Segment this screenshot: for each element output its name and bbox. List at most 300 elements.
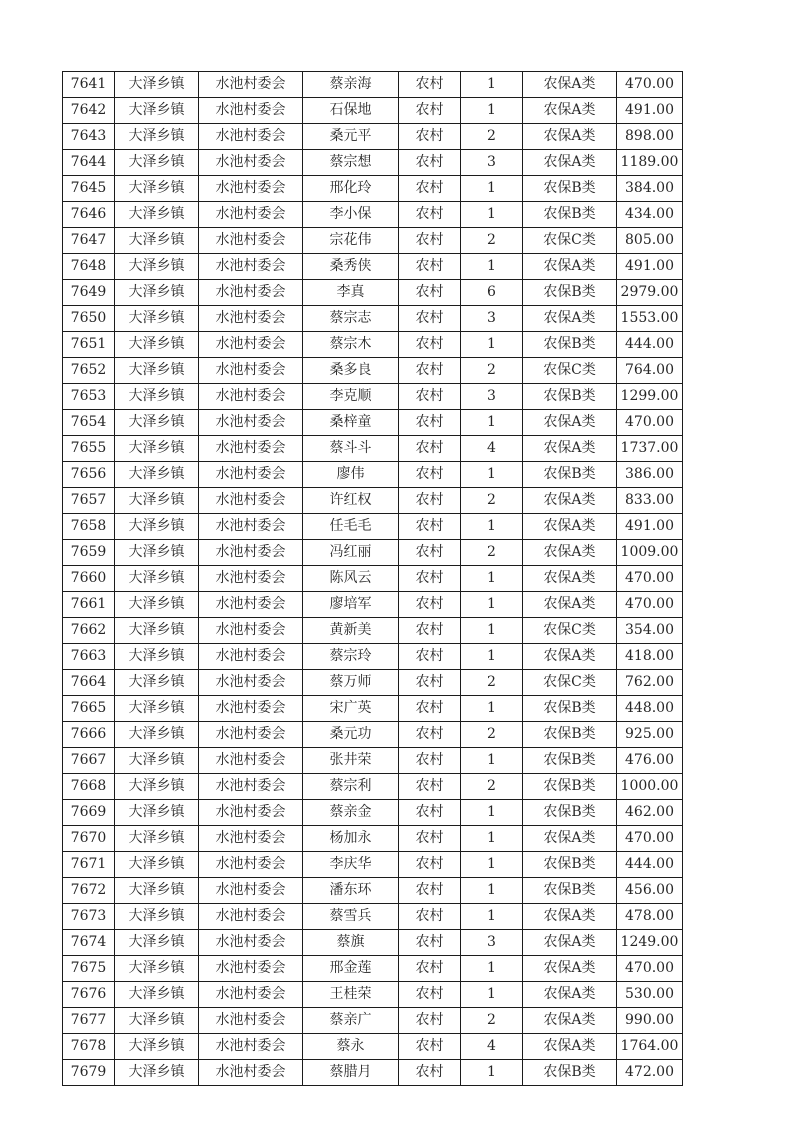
table-cell-village-committee: 水池村委会 bbox=[199, 72, 303, 98]
table-cell-person-name: 邢金莲 bbox=[303, 956, 399, 982]
table-cell-record-id: 7651 bbox=[63, 332, 115, 358]
table-row bbox=[63, 878, 683, 904]
table-cell-amount: 448.00 bbox=[617, 696, 683, 722]
table-cell-township: 大泽乡镇 bbox=[115, 930, 199, 956]
table-cell-village-committee: 水池村委会 bbox=[199, 254, 303, 280]
table-cell-township: 大泽乡镇 bbox=[115, 722, 199, 748]
table-cell-person-name: 邢化玲 bbox=[303, 176, 399, 202]
table-cell-person-name: 黄新美 bbox=[303, 618, 399, 644]
table-row bbox=[63, 436, 683, 462]
table-cell-township: 大泽乡镇 bbox=[115, 98, 199, 124]
table-cell-insurance-category: 农保A类 bbox=[523, 72, 617, 98]
table-cell-township: 大泽乡镇 bbox=[115, 514, 199, 540]
table-cell-household-type: 农村 bbox=[399, 488, 461, 514]
table-row bbox=[63, 748, 683, 774]
table-cell-person-count: 1 bbox=[461, 98, 523, 124]
table-cell-village-committee: 水池村委会 bbox=[199, 436, 303, 462]
table-cell-township: 大泽乡镇 bbox=[115, 332, 199, 358]
table-cell-person-name: 陈风云 bbox=[303, 566, 399, 592]
table-cell-record-id: 7647 bbox=[63, 228, 115, 254]
table-cell-person-name: 蔡宗志 bbox=[303, 306, 399, 332]
table-cell-amount: 444.00 bbox=[617, 332, 683, 358]
table-cell-person-name: 廖伟 bbox=[303, 462, 399, 488]
table-cell-village-committee: 水池村委会 bbox=[199, 488, 303, 514]
table-cell-amount: 898.00 bbox=[617, 124, 683, 150]
table-cell-township: 大泽乡镇 bbox=[115, 566, 199, 592]
table-cell-insurance-category: 农保A类 bbox=[523, 488, 617, 514]
table-cell-record-id: 7656 bbox=[63, 462, 115, 488]
table-cell-household-type: 农村 bbox=[399, 72, 461, 98]
table-cell-record-id: 7667 bbox=[63, 748, 115, 774]
table-cell-village-committee: 水池村委会 bbox=[199, 618, 303, 644]
table-cell-record-id: 7646 bbox=[63, 202, 115, 228]
table-cell-township: 大泽乡镇 bbox=[115, 774, 199, 800]
table-cell-person-name: 李克顺 bbox=[303, 384, 399, 410]
table-cell-person-count: 1 bbox=[461, 748, 523, 774]
table-cell-insurance-category: 农保B类 bbox=[523, 202, 617, 228]
table-cell-township: 大泽乡镇 bbox=[115, 384, 199, 410]
table-cell-person-name: 李小保 bbox=[303, 202, 399, 228]
table-cell-person-name: 蔡斗斗 bbox=[303, 436, 399, 462]
table-cell-record-id: 7649 bbox=[63, 280, 115, 306]
table-cell-person-count: 1 bbox=[461, 800, 523, 826]
table-cell-record-id: 7678 bbox=[63, 1034, 115, 1060]
table-cell-person-count: 1 bbox=[461, 254, 523, 280]
table-row bbox=[63, 410, 683, 436]
table-cell-household-type: 农村 bbox=[399, 852, 461, 878]
table-cell-person-name: 石保地 bbox=[303, 98, 399, 124]
table-cell-insurance-category: 农保B类 bbox=[523, 176, 617, 202]
table-cell-village-committee: 水池村委会 bbox=[199, 280, 303, 306]
table-cell-amount: 990.00 bbox=[617, 1008, 683, 1034]
table-cell-person-name: 桑元功 bbox=[303, 722, 399, 748]
table-cell-village-committee: 水池村委会 bbox=[199, 514, 303, 540]
table-cell-record-id: 7671 bbox=[63, 852, 115, 878]
table-cell-household-type: 农村 bbox=[399, 748, 461, 774]
table-cell-household-type: 农村 bbox=[399, 722, 461, 748]
table-cell-record-id: 7670 bbox=[63, 826, 115, 852]
table-cell-insurance-category: 农保A类 bbox=[523, 150, 617, 176]
table-cell-insurance-category: 农保A类 bbox=[523, 124, 617, 150]
table-cell-person-count: 3 bbox=[461, 306, 523, 332]
table-cell-record-id: 7659 bbox=[63, 540, 115, 566]
table-cell-record-id: 7655 bbox=[63, 436, 115, 462]
table-row bbox=[63, 904, 683, 930]
table-cell-village-committee: 水池村委会 bbox=[199, 332, 303, 358]
table-cell-person-count: 4 bbox=[461, 436, 523, 462]
table-cell-household-type: 农村 bbox=[399, 800, 461, 826]
table-cell-township: 大泽乡镇 bbox=[115, 410, 199, 436]
table-row bbox=[63, 124, 683, 150]
table-cell-insurance-category: 农保C类 bbox=[523, 228, 617, 254]
table-row bbox=[63, 774, 683, 800]
table-cell-household-type: 农村 bbox=[399, 514, 461, 540]
table-cell-insurance-category: 农保A类 bbox=[523, 1034, 617, 1060]
table-cell-township: 大泽乡镇 bbox=[115, 1034, 199, 1060]
table-cell-person-count: 1 bbox=[461, 176, 523, 202]
benefit-roster-table bbox=[62, 71, 683, 1086]
table-cell-person-name: 蔡宗玲 bbox=[303, 644, 399, 670]
table-cell-person-count: 1 bbox=[461, 878, 523, 904]
table-cell-township: 大泽乡镇 bbox=[115, 436, 199, 462]
table-cell-household-type: 农村 bbox=[399, 930, 461, 956]
table-cell-record-id: 7658 bbox=[63, 514, 115, 540]
table-cell-village-committee: 水池村委会 bbox=[199, 982, 303, 1008]
table-cell-township: 大泽乡镇 bbox=[115, 592, 199, 618]
table-cell-household-type: 农村 bbox=[399, 826, 461, 852]
table-cell-person-name: 桑梓童 bbox=[303, 410, 399, 436]
table-cell-household-type: 农村 bbox=[399, 1034, 461, 1060]
table-cell-person-name: 宗花伟 bbox=[303, 228, 399, 254]
table-cell-record-id: 7657 bbox=[63, 488, 115, 514]
table-cell-household-type: 农村 bbox=[399, 566, 461, 592]
table-cell-person-count: 1 bbox=[461, 696, 523, 722]
table-cell-amount: 1249.00 bbox=[617, 930, 683, 956]
table-cell-amount: 470.00 bbox=[617, 826, 683, 852]
table-cell-village-committee: 水池村委会 bbox=[199, 98, 303, 124]
table-cell-amount: 444.00 bbox=[617, 852, 683, 878]
table-cell-household-type: 农村 bbox=[399, 904, 461, 930]
table-cell-person-count: 1 bbox=[461, 72, 523, 98]
table-cell-person-count: 2 bbox=[461, 670, 523, 696]
table-cell-person-name: 许红权 bbox=[303, 488, 399, 514]
table-cell-person-count: 6 bbox=[461, 280, 523, 306]
table-cell-person-name: 蔡旗 bbox=[303, 930, 399, 956]
table-cell-amount: 1299.00 bbox=[617, 384, 683, 410]
table-row bbox=[63, 696, 683, 722]
table-row bbox=[63, 280, 683, 306]
table-cell-household-type: 农村 bbox=[399, 670, 461, 696]
table-cell-household-type: 农村 bbox=[399, 280, 461, 306]
table-cell-person-count: 1 bbox=[461, 514, 523, 540]
table-body bbox=[63, 72, 683, 1086]
table-cell-record-id: 7653 bbox=[63, 384, 115, 410]
table-cell-insurance-category: 农保A类 bbox=[523, 514, 617, 540]
table-cell-record-id: 7677 bbox=[63, 1008, 115, 1034]
table-cell-record-id: 7662 bbox=[63, 618, 115, 644]
table-cell-insurance-category: 农保A类 bbox=[523, 592, 617, 618]
table-cell-amount: 470.00 bbox=[617, 410, 683, 436]
table-cell-insurance-category: 农保A类 bbox=[523, 904, 617, 930]
table-cell-household-type: 农村 bbox=[399, 358, 461, 384]
table-row bbox=[63, 1034, 683, 1060]
table-cell-township: 大泽乡镇 bbox=[115, 228, 199, 254]
table-cell-person-count: 1 bbox=[461, 592, 523, 618]
table-cell-insurance-category: 农保B类 bbox=[523, 332, 617, 358]
table-cell-household-type: 农村 bbox=[399, 332, 461, 358]
table-cell-township: 大泽乡镇 bbox=[115, 956, 199, 982]
table-cell-village-committee: 水池村委会 bbox=[199, 878, 303, 904]
table-cell-township: 大泽乡镇 bbox=[115, 696, 199, 722]
table-cell-record-id: 7674 bbox=[63, 930, 115, 956]
table-cell-person-count: 1 bbox=[461, 904, 523, 930]
table-cell-village-committee: 水池村委会 bbox=[199, 1008, 303, 1034]
table-cell-household-type: 农村 bbox=[399, 618, 461, 644]
table-cell-record-id: 7644 bbox=[63, 150, 115, 176]
table-cell-insurance-category: 农保A类 bbox=[523, 956, 617, 982]
table-cell-person-count: 2 bbox=[461, 124, 523, 150]
table-cell-insurance-category: 农保B类 bbox=[523, 800, 617, 826]
table-cell-amount: 478.00 bbox=[617, 904, 683, 930]
table-cell-record-id: 7645 bbox=[63, 176, 115, 202]
table-row bbox=[63, 462, 683, 488]
table-cell-record-id: 7661 bbox=[63, 592, 115, 618]
table-cell-household-type: 农村 bbox=[399, 150, 461, 176]
table-cell-record-id: 7665 bbox=[63, 696, 115, 722]
table-cell-township: 大泽乡镇 bbox=[115, 852, 199, 878]
table-cell-person-count: 2 bbox=[461, 540, 523, 566]
table-cell-amount: 476.00 bbox=[617, 748, 683, 774]
table-cell-village-committee: 水池村委会 bbox=[199, 410, 303, 436]
table-cell-insurance-category: 农保B类 bbox=[523, 878, 617, 904]
table-cell-person-name: 廖培军 bbox=[303, 592, 399, 618]
table-cell-record-id: 7664 bbox=[63, 670, 115, 696]
table-cell-amount: 1737.00 bbox=[617, 436, 683, 462]
table-cell-household-type: 农村 bbox=[399, 1060, 461, 1086]
table-cell-insurance-category: 农保A类 bbox=[523, 254, 617, 280]
table-cell-amount: 833.00 bbox=[617, 488, 683, 514]
table-cell-insurance-category: 农保A类 bbox=[523, 1008, 617, 1034]
table-cell-person-name: 冯红丽 bbox=[303, 540, 399, 566]
table-cell-village-committee: 水池村委会 bbox=[199, 150, 303, 176]
table-cell-record-id: 7673 bbox=[63, 904, 115, 930]
table-cell-person-count: 1 bbox=[461, 644, 523, 670]
table-cell-township: 大泽乡镇 bbox=[115, 1060, 199, 1086]
table-cell-household-type: 农村 bbox=[399, 202, 461, 228]
table-cell-person-name: 桑多良 bbox=[303, 358, 399, 384]
table-cell-amount: 1553.00 bbox=[617, 306, 683, 332]
table-cell-person-name: 杨加永 bbox=[303, 826, 399, 852]
table-cell-township: 大泽乡镇 bbox=[115, 358, 199, 384]
table-row bbox=[63, 800, 683, 826]
table-cell-township: 大泽乡镇 bbox=[115, 72, 199, 98]
table-cell-household-type: 农村 bbox=[399, 982, 461, 1008]
table-row bbox=[63, 488, 683, 514]
table-cell-insurance-category: 农保B类 bbox=[523, 852, 617, 878]
table-cell-household-type: 农村 bbox=[399, 306, 461, 332]
table-cell-amount: 762.00 bbox=[617, 670, 683, 696]
table-row bbox=[63, 98, 683, 124]
table-row bbox=[63, 540, 683, 566]
table-cell-amount: 530.00 bbox=[617, 982, 683, 1008]
table-cell-person-name: 蔡宗木 bbox=[303, 332, 399, 358]
table-cell-township: 大泽乡镇 bbox=[115, 462, 199, 488]
table-cell-township: 大泽乡镇 bbox=[115, 904, 199, 930]
table-cell-person-count: 2 bbox=[461, 774, 523, 800]
table-cell-village-committee: 水池村委会 bbox=[199, 800, 303, 826]
table-cell-village-committee: 水池村委会 bbox=[199, 358, 303, 384]
table-cell-household-type: 农村 bbox=[399, 98, 461, 124]
table-cell-village-committee: 水池村委会 bbox=[199, 462, 303, 488]
table-cell-amount: 491.00 bbox=[617, 98, 683, 124]
table-row bbox=[63, 514, 683, 540]
table-row bbox=[63, 722, 683, 748]
table-cell-household-type: 农村 bbox=[399, 1008, 461, 1034]
table-row bbox=[63, 176, 683, 202]
table-cell-record-id: 7660 bbox=[63, 566, 115, 592]
table-cell-person-count: 2 bbox=[461, 488, 523, 514]
table-cell-person-name: 桑元平 bbox=[303, 124, 399, 150]
table-cell-person-count: 1 bbox=[461, 332, 523, 358]
table-cell-township: 大泽乡镇 bbox=[115, 618, 199, 644]
table-cell-person-count: 2 bbox=[461, 228, 523, 254]
table-cell-record-id: 7672 bbox=[63, 878, 115, 904]
table-cell-person-name: 任毛毛 bbox=[303, 514, 399, 540]
table-cell-village-committee: 水池村委会 bbox=[199, 228, 303, 254]
table-row bbox=[63, 358, 683, 384]
table-cell-village-committee: 水池村委会 bbox=[199, 904, 303, 930]
table-row bbox=[63, 826, 683, 852]
table-cell-village-committee: 水池村委会 bbox=[199, 956, 303, 982]
table-cell-household-type: 农村 bbox=[399, 540, 461, 566]
table-row bbox=[63, 306, 683, 332]
table-cell-household-type: 农村 bbox=[399, 228, 461, 254]
table-cell-person-count: 1 bbox=[461, 982, 523, 1008]
table-cell-insurance-category: 农保B类 bbox=[523, 1060, 617, 1086]
table-cell-record-id: 7666 bbox=[63, 722, 115, 748]
table-cell-amount: 384.00 bbox=[617, 176, 683, 202]
table-cell-household-type: 农村 bbox=[399, 696, 461, 722]
table-cell-amount: 434.00 bbox=[617, 202, 683, 228]
table-cell-record-id: 7643 bbox=[63, 124, 115, 150]
table-row bbox=[63, 982, 683, 1008]
table-cell-person-name: 桑秀侠 bbox=[303, 254, 399, 280]
table-cell-person-count: 2 bbox=[461, 1008, 523, 1034]
table-cell-person-name: 蔡宗想 bbox=[303, 150, 399, 176]
table-cell-insurance-category: 农保C类 bbox=[523, 618, 617, 644]
table-row bbox=[63, 1060, 683, 1086]
table-cell-insurance-category: 农保B类 bbox=[523, 748, 617, 774]
table-cell-amount: 491.00 bbox=[617, 254, 683, 280]
table-cell-person-count: 3 bbox=[461, 930, 523, 956]
table-cell-village-committee: 水池村委会 bbox=[199, 540, 303, 566]
table-cell-person-count: 4 bbox=[461, 1034, 523, 1060]
table-cell-village-committee: 水池村委会 bbox=[199, 722, 303, 748]
table-cell-village-committee: 水池村委会 bbox=[199, 852, 303, 878]
table-cell-insurance-category: 农保B类 bbox=[523, 696, 617, 722]
table-row bbox=[63, 644, 683, 670]
table-cell-person-name: 蔡亲广 bbox=[303, 1008, 399, 1034]
table-cell-insurance-category: 农保A类 bbox=[523, 436, 617, 462]
table-cell-person-count: 1 bbox=[461, 410, 523, 436]
table-cell-person-name: 蔡腊月 bbox=[303, 1060, 399, 1086]
table-cell-person-count: 1 bbox=[461, 462, 523, 488]
table-cell-township: 大泽乡镇 bbox=[115, 670, 199, 696]
table-row bbox=[63, 202, 683, 228]
table-cell-insurance-category: 农保A类 bbox=[523, 566, 617, 592]
table-cell-township: 大泽乡镇 bbox=[115, 826, 199, 852]
table-row bbox=[63, 254, 683, 280]
table-cell-insurance-category: 农保A类 bbox=[523, 306, 617, 332]
table-cell-household-type: 农村 bbox=[399, 124, 461, 150]
table-cell-amount: 470.00 bbox=[617, 592, 683, 618]
table-row bbox=[63, 384, 683, 410]
table-cell-person-name: 蔡雪兵 bbox=[303, 904, 399, 930]
table-cell-record-id: 7642 bbox=[63, 98, 115, 124]
table-cell-person-name: 张井荣 bbox=[303, 748, 399, 774]
table-cell-household-type: 农村 bbox=[399, 774, 461, 800]
table-cell-village-committee: 水池村委会 bbox=[199, 1060, 303, 1086]
table-cell-person-count: 3 bbox=[461, 384, 523, 410]
table-cell-record-id: 7669 bbox=[63, 800, 115, 826]
table-cell-insurance-category: 农保A类 bbox=[523, 644, 617, 670]
table-cell-amount: 470.00 bbox=[617, 72, 683, 98]
table-cell-amount: 805.00 bbox=[617, 228, 683, 254]
table-cell-person-count: 1 bbox=[461, 852, 523, 878]
table-cell-township: 大泽乡镇 bbox=[115, 540, 199, 566]
table-row bbox=[63, 72, 683, 98]
table-cell-township: 大泽乡镇 bbox=[115, 306, 199, 332]
table-cell-household-type: 农村 bbox=[399, 462, 461, 488]
table-cell-person-count: 1 bbox=[461, 566, 523, 592]
table-cell-amount: 386.00 bbox=[617, 462, 683, 488]
table-cell-amount: 2979.00 bbox=[617, 280, 683, 306]
table-row bbox=[63, 930, 683, 956]
table-cell-amount: 1009.00 bbox=[617, 540, 683, 566]
table-row bbox=[63, 592, 683, 618]
table-cell-township: 大泽乡镇 bbox=[115, 176, 199, 202]
table-row bbox=[63, 618, 683, 644]
table-cell-household-type: 农村 bbox=[399, 956, 461, 982]
table-cell-amount: 354.00 bbox=[617, 618, 683, 644]
table-cell-household-type: 农村 bbox=[399, 878, 461, 904]
table-cell-township: 大泽乡镇 bbox=[115, 202, 199, 228]
table-cell-amount: 470.00 bbox=[617, 566, 683, 592]
table-cell-insurance-category: 农保C类 bbox=[523, 358, 617, 384]
table-cell-record-id: 7648 bbox=[63, 254, 115, 280]
table-cell-insurance-category: 农保A类 bbox=[523, 826, 617, 852]
table-cell-record-id: 7668 bbox=[63, 774, 115, 800]
table-cell-household-type: 农村 bbox=[399, 410, 461, 436]
table-cell-township: 大泽乡镇 bbox=[115, 748, 199, 774]
table-cell-insurance-category: 农保A类 bbox=[523, 540, 617, 566]
table-cell-amount: 1764.00 bbox=[617, 1034, 683, 1060]
table-cell-township: 大泽乡镇 bbox=[115, 124, 199, 150]
table-cell-person-name: 蔡亲海 bbox=[303, 72, 399, 98]
table-cell-insurance-category: 农保C类 bbox=[523, 670, 617, 696]
table-cell-amount: 470.00 bbox=[617, 956, 683, 982]
table-cell-insurance-category: 农保B类 bbox=[523, 774, 617, 800]
table-cell-amount: 472.00 bbox=[617, 1060, 683, 1086]
table-cell-household-type: 农村 bbox=[399, 176, 461, 202]
table-cell-township: 大泽乡镇 bbox=[115, 280, 199, 306]
table-cell-person-name: 潘东环 bbox=[303, 878, 399, 904]
table-cell-person-count: 1 bbox=[461, 618, 523, 644]
table-cell-person-count: 1 bbox=[461, 826, 523, 852]
table-cell-record-id: 7650 bbox=[63, 306, 115, 332]
table-row bbox=[63, 332, 683, 358]
table-cell-village-committee: 水池村委会 bbox=[199, 826, 303, 852]
table-cell-insurance-category: 农保B类 bbox=[523, 280, 617, 306]
table-cell-record-id: 7663 bbox=[63, 644, 115, 670]
table-cell-insurance-category: 农保A类 bbox=[523, 410, 617, 436]
table-cell-amount: 764.00 bbox=[617, 358, 683, 384]
table-cell-amount: 491.00 bbox=[617, 514, 683, 540]
table-cell-record-id: 7641 bbox=[63, 72, 115, 98]
table-cell-household-type: 农村 bbox=[399, 644, 461, 670]
table-cell-record-id: 7679 bbox=[63, 1060, 115, 1086]
table-row bbox=[63, 852, 683, 878]
table-cell-person-count: 1 bbox=[461, 956, 523, 982]
table-cell-village-committee: 水池村委会 bbox=[199, 202, 303, 228]
table-cell-amount: 1189.00 bbox=[617, 150, 683, 176]
table-cell-insurance-category: 农保B类 bbox=[523, 384, 617, 410]
table-cell-township: 大泽乡镇 bbox=[115, 644, 199, 670]
table-cell-insurance-category: 农保A类 bbox=[523, 98, 617, 124]
table-cell-township: 大泽乡镇 bbox=[115, 1008, 199, 1034]
table-cell-insurance-category: 农保A类 bbox=[523, 982, 617, 1008]
table-cell-village-committee: 水池村委会 bbox=[199, 748, 303, 774]
